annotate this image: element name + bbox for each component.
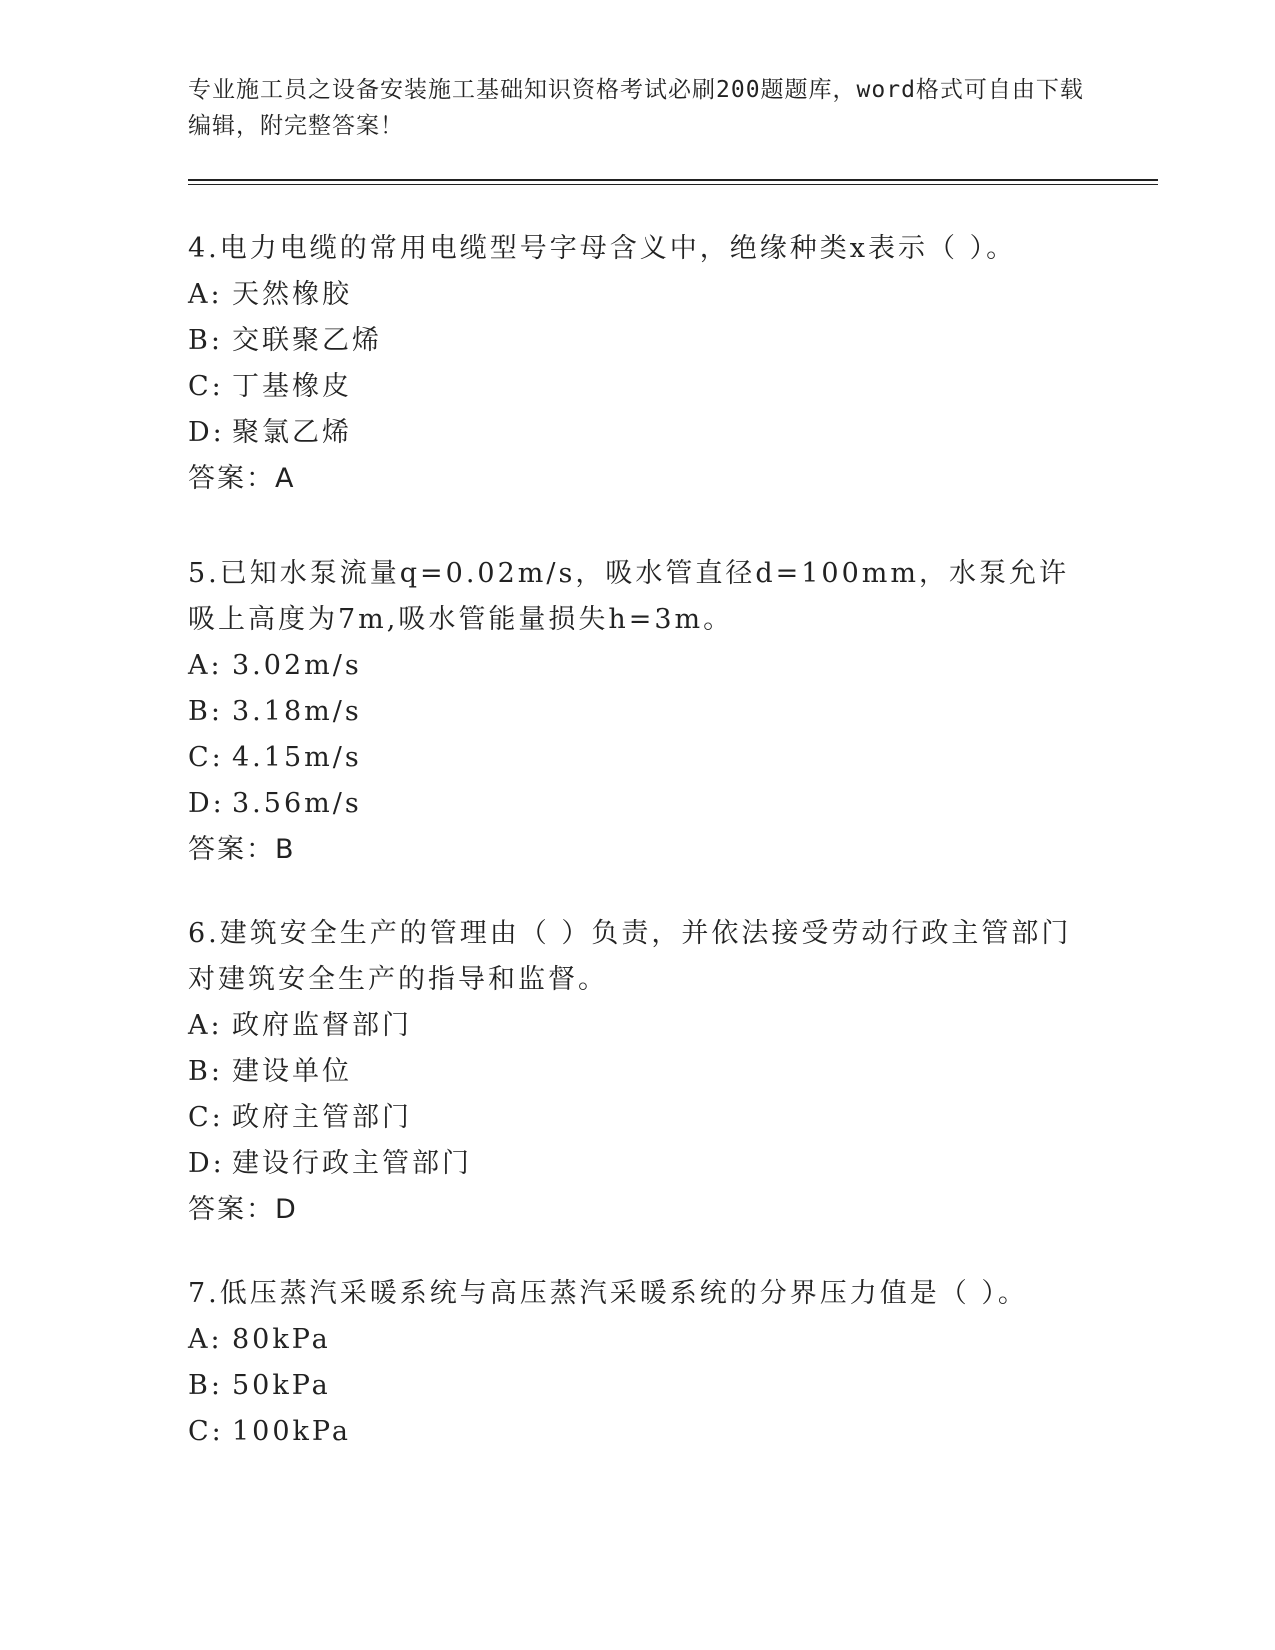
answer-line: 答案：A: [188, 463, 296, 494]
option-text: 3.18m/s: [232, 696, 362, 727]
question-4: [188, 226, 1088, 502]
option-text: 3.02m/s: [232, 650, 362, 681]
option-text: 天然橡胶: [232, 279, 352, 310]
option-a: [188, 643, 1088, 689]
option-b: [188, 1049, 1088, 1095]
option-text: 政府监督部门: [232, 1010, 412, 1041]
option-letter: C:: [188, 371, 224, 402]
option-text: 80kPa: [232, 1324, 331, 1355]
option-letter: A:: [188, 279, 223, 310]
option-letter: A:: [188, 1324, 223, 1355]
option-letter: D:: [188, 1148, 225, 1179]
option-letter: B:: [188, 1056, 223, 1087]
option-letter: D:: [188, 788, 225, 819]
option-c: [188, 735, 1088, 781]
option-letter: B:: [188, 325, 223, 356]
option-text: 50kPa: [232, 1370, 331, 1401]
question-text: 5.已知水泵流量q=0.02m/s，吸水管直径d=100mm，水泵允许吸上高度为7m,吸水管能量损失h=3m。: [188, 558, 1069, 635]
option-d: [188, 410, 1088, 456]
document-header: 专业施工员之设备安装施工基础知识资格考试必刷200题题库，word格式可自由下载编辑，附完整答案！: [188, 77, 1084, 139]
question-text: 4.电力电缆的常用电缆型号字母含义中，绝缘种类x表示（ ）。: [188, 233, 1017, 264]
option-c: [188, 1095, 1088, 1141]
option-text: 建设行政主管部门: [232, 1148, 472, 1179]
option-letter: B:: [188, 696, 223, 727]
option-text: 政府主管部门: [232, 1102, 412, 1133]
header-rule-thick: [188, 179, 1158, 181]
option-letter: B:: [188, 1370, 223, 1401]
option-c: [188, 1409, 1088, 1455]
option-a: [188, 272, 1088, 318]
option-d: [188, 1141, 1088, 1187]
option-text: 4.15m/s: [232, 742, 362, 773]
option-letter: A:: [188, 650, 223, 681]
option-c: [188, 364, 1088, 410]
option-b: [188, 689, 1088, 735]
option-letter: C:: [188, 1102, 224, 1133]
option-letter: C:: [188, 1416, 224, 1447]
header-rule-thin: [188, 184, 1158, 185]
option-letter: D:: [188, 417, 225, 448]
option-a: [188, 1003, 1088, 1049]
option-a: [188, 1317, 1088, 1363]
option-text: 建设单位: [232, 1056, 352, 1087]
question-text: 6.建筑安全生产的管理由（ ）负责，并依法接受劳动行政主管部门对建筑安全生产的指导和监督。: [188, 918, 1072, 995]
option-text: 100kPa: [232, 1416, 351, 1447]
option-text: 3.56m/s: [232, 788, 362, 819]
option-letter: C:: [188, 742, 224, 773]
option-d: [188, 781, 1088, 827]
question-text: 7.低压蒸汽采暖系统与高压蒸汽采暖系统的分界压力值是（ ）。: [188, 1278, 1028, 1309]
option-text: 丁基橡皮: [232, 371, 352, 402]
option-b: [188, 318, 1088, 364]
question-6: [188, 911, 1088, 1233]
answer-line: 答案：B: [188, 834, 296, 865]
question-7: [188, 1271, 1088, 1455]
question-5: [188, 551, 1088, 873]
option-text: 聚氯乙烯: [232, 417, 352, 448]
option-letter: A:: [188, 1010, 223, 1041]
answer-line: 答案：D: [188, 1194, 298, 1225]
option-b: [188, 1363, 1088, 1409]
option-text: 交联聚乙烯: [232, 325, 382, 356]
